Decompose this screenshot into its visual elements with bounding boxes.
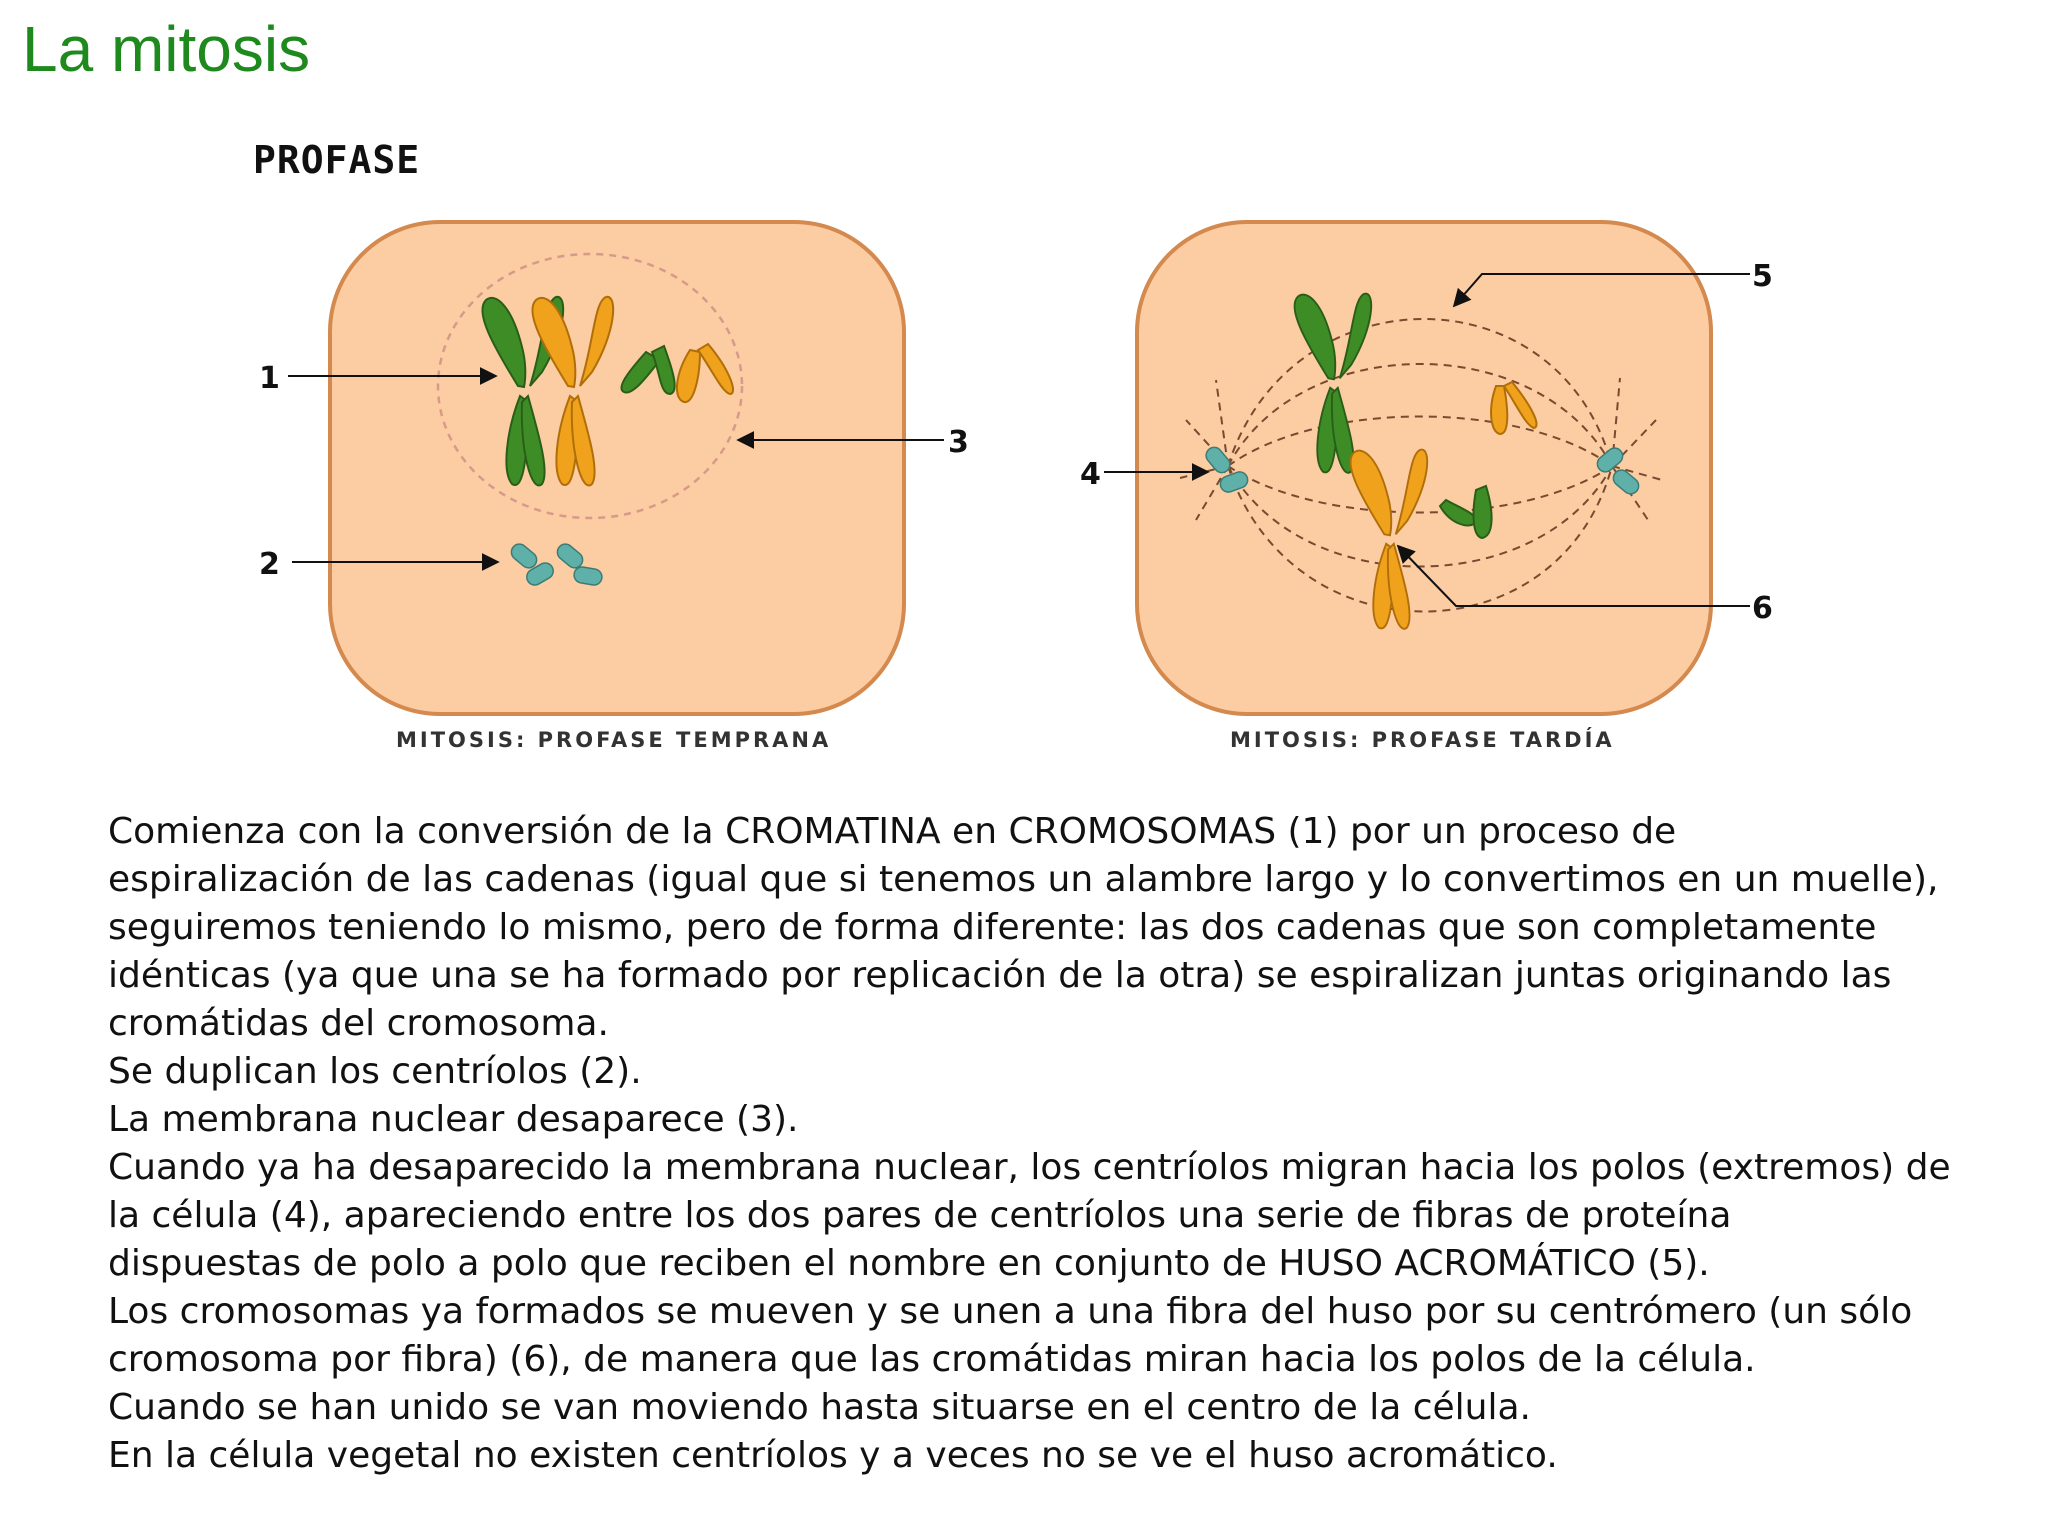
text-line: Los cromosomas ya formados se mueven y se unen a una fibra del huso por su centrómero (un sólo — [108, 1291, 1913, 1332]
cell-membrane-left — [330, 222, 904, 714]
text-line: cromosoma por fibra) (6), de manera que las cromátidas miran hacia los polos de la célula. — [108, 1339, 1756, 1380]
text-line: Cuando se han unido se van moviendo hasta situarse en el centro de la célula. — [108, 1387, 1531, 1428]
text-line: Comienza con la conversión de la CROMATINA en CROMOSOMAS (1) por un proceso de — [108, 811, 1677, 852]
text-line: En la célula vegetal no existen centríolos y a veces no se ve el huso acromático. — [108, 1435, 1558, 1476]
caption-early-prophase: MITOSIS: PROFASE TEMPRANA — [396, 728, 832, 752]
text-line: seguiremos teniendo lo mismo, pero de forma diferente: las dos cadenas que son completamente — [108, 907, 1877, 948]
label-3: 3 — [948, 425, 969, 460]
text-line: La membrana nuclear desaparece (3). — [108, 1099, 799, 1140]
section-subtitle: PROFASE — [253, 138, 421, 182]
text-line: Cuando ya ha desaparecido la membrana nuclear, los centríolos migran hacia los polos (extremos) de — [108, 1147, 1951, 1188]
late-prophase-cell — [1080, 222, 1773, 752]
early-prophase-cell — [259, 222, 969, 752]
text-line: Se duplican los centríolos (2). — [108, 1051, 642, 1092]
page-title: La mitosis — [22, 13, 311, 85]
explanation-text — [108, 808, 2028, 1480]
caption-late-prophase: MITOSIS: PROFASE TARDÍA — [1230, 728, 1615, 752]
label-1: 1 — [259, 361, 280, 396]
text-line: la célula (4), apareciendo entre los dos pares de centríolos una serie de fibras de proteína — [108, 1195, 1732, 1236]
label-2: 2 — [259, 547, 280, 582]
text-line: idénticas (ya que una se ha formado por replicación de la otra) se espiralizan juntas originando las — [108, 955, 1892, 996]
label-4: 4 — [1080, 457, 1101, 492]
label-6: 6 — [1752, 591, 1773, 626]
text-line: cromátidas del cromosoma. — [108, 1003, 609, 1044]
label-5: 5 — [1752, 259, 1773, 294]
text-line: espiralización de las cadenas (igual que si tenemos un alambre largo y lo convertimos en un muelle), — [108, 859, 1939, 900]
text-line: dispuestas de polo a polo que reciben el nombre en conjunto de HUSO ACROMÁTICO (5). — [108, 1243, 1710, 1284]
